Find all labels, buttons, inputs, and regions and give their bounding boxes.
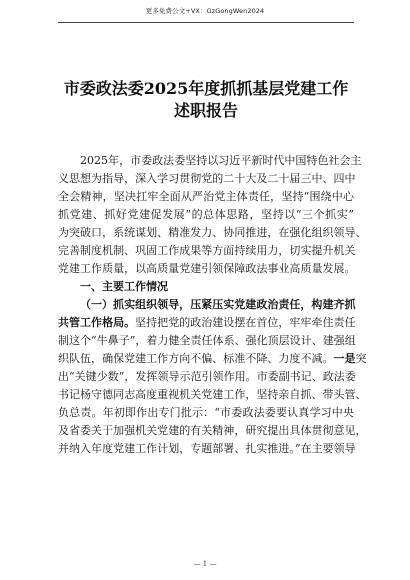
page-number: — 1 — xyxy=(193,560,217,568)
body-text: 突 xyxy=(355,352,367,365)
intro-line: 为突破口，系统谋划、精准发力、协同推进，在强化组织领导、 xyxy=(58,226,367,239)
header-divider xyxy=(58,22,354,23)
section-heading: 一、主要工作情况 xyxy=(80,280,168,293)
intro-line: 义思想为指导，深入学习贯彻党的二十大及二十届三中、四中 xyxy=(58,172,356,185)
intro-line: 抓党建、抓好党建促发展”的总体思路，坚持以“三个抓实” xyxy=(58,208,354,221)
intro-line: 党建工作质量，以高质量党建引领保障政法事业高质量发展。 xyxy=(58,262,356,275)
body-text: 坚持把党的政治建设摆在首位，牢牢牵住责任 xyxy=(135,316,356,329)
body-text: 织队伍，确保党建工作方向不偏、标准不降、力度不减。 xyxy=(58,352,334,365)
body-line: 出“关键少数”，发挥领导示范引领作用。市委副书记、政法委 xyxy=(58,370,356,383)
subsection-heading-line: （一）抓实组织领导，压紧压实党建政治责任，构建齐抓 xyxy=(80,298,356,311)
enumeration-marker: 一是 xyxy=(333,352,356,365)
intro-line: 完善制度机制、巩固工作成果等方面持续用力，切实提升机关 xyxy=(58,244,356,257)
intro-line: 全会精神，坚决扛牢全面从严治党主体责任，坚持“围绕中心 xyxy=(58,190,354,203)
intro-line: 2025年，市委政法委坚持以习近平新时代中国特色社会主 xyxy=(80,154,362,167)
body-line: 负总责。年初即作出专门批示：“市委政法委要认真学习中央 xyxy=(58,406,354,419)
header-note: 更多免费公文+VX：GzGongWen2024 xyxy=(145,7,265,15)
body-line: 及省委关于加强机关党建的有关精神，研究提出具体贯彻意见， xyxy=(58,424,367,437)
subsection-heading-tail: 共管工作格局。 xyxy=(58,316,136,329)
body-line: 并纳入年度党建工作计划，专题部署、扎实推进。”在主要领导 xyxy=(58,442,356,455)
body-line xyxy=(58,350,367,368)
body-line xyxy=(58,314,354,332)
body-line: 书记杨守德同志高度重视机关党建工作，坚持亲自抓、带头管、 xyxy=(58,388,367,401)
document-title-line-1: 市委政法委2025年度抓抓基层党建工作 xyxy=(63,79,349,98)
document-title-line-2: 述职报告 xyxy=(173,101,238,120)
body-line: 制这个“牛鼻子”，着力健全责任体系、强化顶层设计、建强组 xyxy=(58,334,356,347)
